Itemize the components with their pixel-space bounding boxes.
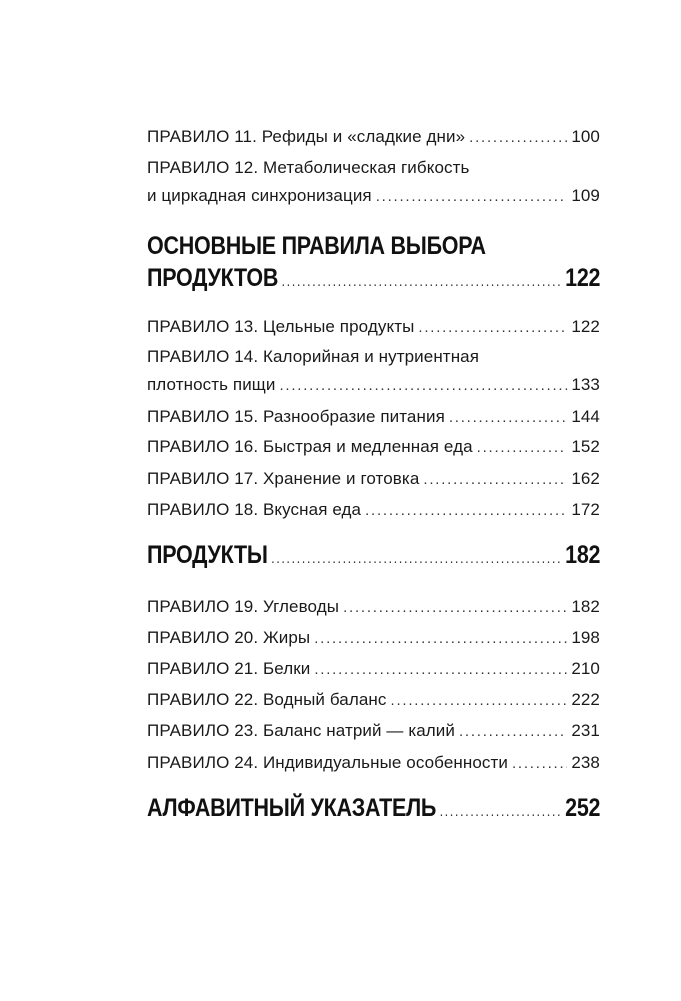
dot-leader [391, 687, 568, 715]
toc-page-number: 152 [571, 437, 600, 456]
toc-entry-title: ПРАВИЛО 24. Индивидуальные особенности [147, 753, 508, 772]
toc-entry-title: ПРАВИЛО 20. Жиры [147, 628, 311, 647]
toc-entry-title: ПРАВИЛО 11. Рефиды и «сладкие дни» [147, 127, 466, 146]
toc-page-number: 252 [565, 794, 601, 822]
dot-leader [459, 718, 567, 746]
toc-entry-title: ПРАВИЛО 21. Белки [147, 659, 311, 678]
dot-leader [282, 273, 562, 290]
toc-page-number: 144 [571, 407, 600, 426]
toc-page-number: 210 [571, 659, 600, 678]
toc-section-title: ПРОДУКТЫ [147, 541, 268, 569]
dot-leader [314, 625, 567, 653]
toc-page-number: 100 [571, 127, 600, 146]
toc-entry-title-line2: и циркадная синхронизация [147, 186, 372, 205]
toc-page-number: 198 [571, 628, 600, 647]
toc-entry-title: ПРАВИЛО 23. Баланс натрий — калий [147, 721, 455, 740]
toc-page-number: 122 [565, 264, 601, 292]
toc-entry-title: ПРАВИЛО 22. Водный баланс [147, 690, 387, 709]
toc-entry-rule-11[interactable] [147, 123, 600, 151]
toc-entry-title-line1: ПРАВИЛО 12. Метаболическая гибкость [147, 158, 470, 177]
toc-page-number: 182 [565, 541, 601, 569]
toc-page-number: 133 [571, 375, 600, 394]
dot-leader [314, 656, 567, 684]
toc-entry-title-line2: плотность пищи [147, 375, 276, 394]
toc-entry-title: ПРАВИЛО 16. Быстрая и медленная еда [147, 437, 473, 456]
toc-entry-rule-18[interactable] [147, 496, 600, 524]
toc-entry-rule-21[interactable] [147, 655, 600, 683]
toc-page-number: 222 [571, 690, 600, 709]
dot-leader [418, 314, 567, 342]
dot-leader [279, 372, 567, 400]
dot-leader [271, 550, 562, 567]
toc-page-number: 162 [571, 469, 600, 488]
toc-page-number: 182 [571, 597, 600, 616]
dot-leader [512, 750, 567, 778]
dot-leader [449, 404, 567, 432]
toc-section-index[interactable] [147, 794, 601, 830]
toc-page-number: 231 [571, 721, 600, 740]
toc-entry-rule-24[interactable] [147, 749, 600, 777]
toc-section-products-choice[interactable] [147, 228, 601, 300]
toc-entry-title: ПРАВИЛО 19. Углеводы [147, 597, 340, 616]
toc-entry-rule-16[interactable] [147, 433, 600, 461]
toc-entry-title: ПРАВИЛО 15. Разнообразие питания [147, 407, 445, 426]
dot-leader [477, 434, 568, 462]
dot-leader [365, 497, 567, 525]
toc-page-number: 172 [571, 500, 600, 519]
toc-section-title-line2: ПРОДУКТОВ [147, 264, 279, 292]
toc-section-products[interactable] [147, 541, 601, 577]
toc-entry-title: ПРАВИЛО 18. Вкусная еда [147, 500, 362, 519]
dot-leader [343, 594, 567, 622]
toc-entry-rule-17[interactable] [147, 465, 600, 493]
toc-entry-rule-15[interactable] [147, 403, 600, 431]
toc-entry-title: ПРАВИЛО 17. Хранение и готовка [147, 469, 420, 488]
toc-page-number: 109 [571, 186, 600, 205]
toc-entry-rule-19[interactable] [147, 593, 600, 621]
toc-section-title: АЛФАВИТНЫЙ УКАЗАТЕЛЬ [147, 794, 437, 822]
toc-section-title-line1: ОСНОВНЫЕ ПРАВИЛА ВЫБОРА [147, 232, 486, 260]
toc-page-number: 238 [571, 753, 600, 772]
toc-entry-rule-13[interactable] [147, 313, 600, 341]
dot-leader [469, 124, 567, 152]
dot-leader [376, 183, 568, 211]
toc-entry-rule-14[interactable] [147, 343, 600, 399]
toc-entry-title: ПРАВИЛО 13. Цельные продукты [147, 317, 415, 336]
toc-entry-rule-23[interactable] [147, 717, 600, 745]
toc-entry-rule-22[interactable] [147, 686, 600, 714]
dot-leader [423, 466, 567, 494]
toc-entry-rule-12[interactable] [147, 154, 600, 210]
toc-page-number: 122 [571, 317, 600, 336]
toc-entry-title-line1: ПРАВИЛО 14. Калорийная и нутриентная [147, 347, 480, 366]
toc-entry-rule-20[interactable] [147, 624, 600, 652]
dot-leader [440, 803, 562, 820]
